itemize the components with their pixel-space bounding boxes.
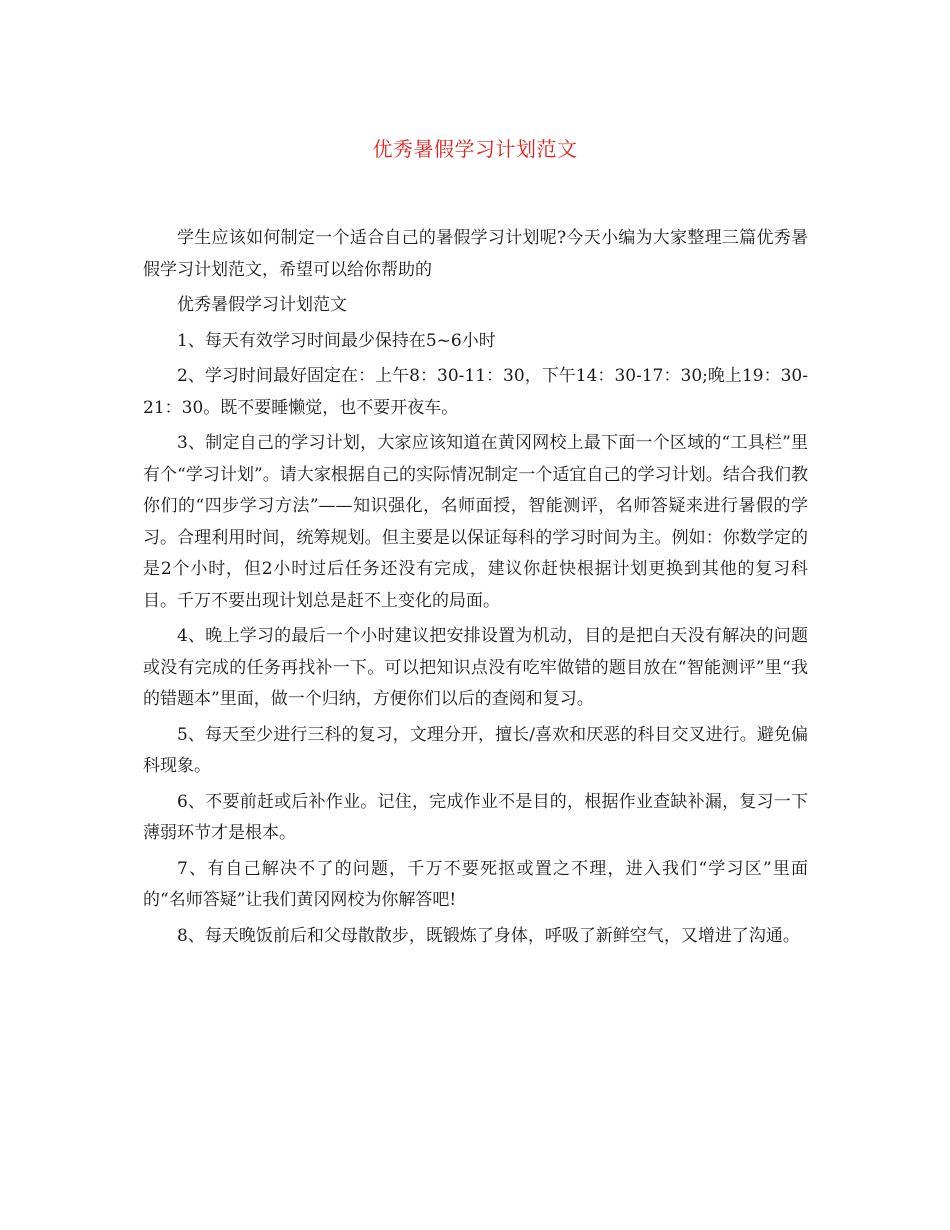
plan-item-4: 4、晚上学习的最后一个小时建议把安排设置为机动，目的是把白天没有解决的问题或没有完成的任务再找补一下。可以把知识点没有吃牢做错的题目放在“智能测评”里“我的错题本”里面，做一个归纳，方便你们以后的查阅和复习。 — [143, 626, 808, 709]
section-heading: 优秀暑假学习计划范文 — [177, 295, 347, 315]
plan-item-2: 2、学习时间最好固定在：上午8：30-11：30，下午14：30-17：30;晚上19：30-21：30。既不要睡懒觉，也不要开夜车。 — [143, 366, 808, 418]
plan-item-7: 7、有自己解决不了的问题，千万不要死抠或置之不理，进入我们“学习区”里面的“名师答疑”让我们黄冈网校为你解答吧! — [143, 858, 808, 910]
plan-item-6: 6、不要前赶或后补作业。记住，完成作业不是目的，根据作业查缺补漏，复习一下薄弱环节才是根本。 — [143, 791, 808, 843]
plan-item-1: 1、每天有效学习时间最少保持在5~6小时 — [177, 330, 496, 351]
document-title: 优秀暑假学习计划范文 — [372, 137, 578, 161]
plan-item-8: 8、每天晚饭前后和父母散散步，既锻炼了身体，呼吸了新鲜空气，又增进了沟通。 — [177, 925, 800, 946]
plan-item-3: 3、制定自己的学习计划，大家应该知道在黄冈网校上最下面一个区域的“工具栏”里有个“学习计划”。请大家根据自己的实际情况制定一个适宜自己的学习计划。结合我们教你们的“四步学习方法”——知识强化，名师面授，智能测评，名师答疑来进行暑假的学习。合理利用时间，统筹规划。但主要是以保证每科的学习时间为主。例如：你数学定的是2个小时，但2小时过后任务还没有完成，建议你赶快根据计划更换到其他的复习科目。千万不要出现计划总是赶不上变化的局面。 — [143, 433, 808, 611]
intro-paragraph: 学生应该如何制定一个适合自己的暑假学习计划呢?今天小编为大家整理三篇优秀暑假学习计划范文，希望可以给你帮助的 — [143, 228, 808, 280]
plan-item-5: 5、每天至少进行三科的复习，文理分开，擅长/喜欢和厌恶的科目交叉进行。避免偏科现象。 — [143, 724, 808, 776]
document-body — [143, 223, 808, 956]
